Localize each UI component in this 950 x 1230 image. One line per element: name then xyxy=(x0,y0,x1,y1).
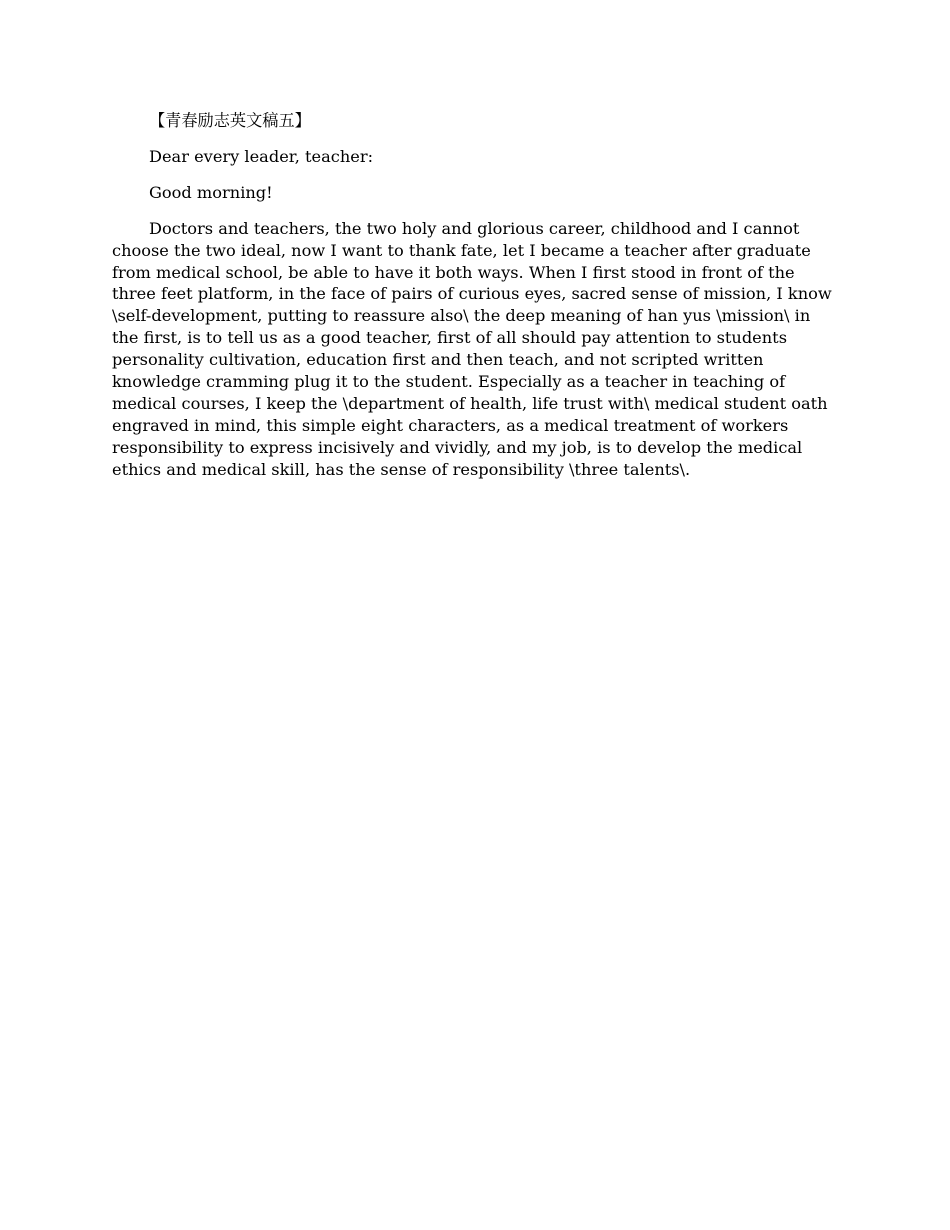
body-paragraph: Doctors and teachers, the two holy and glorious career, childhood and I cannot choose the two ideal, now I want to thank fate, let I became a teacher after graduate from medical school, be able to have it both ways. When I first stood in front of the three feet platform, in the face of pairs of curious eyes, sacred sense of mission, I know \self-development, putting to reassure also\ the deep meaning of han yus \mission\ in the first, is to tell us as a good teacher, first of all should pay attention to students personality cultivation, education first and then teach, and not scripted written knowledge cramming plug it to the student. Especially as a teacher in teaching of medical courses, I keep the \department of health, life trust with\ medical student oath engraved in mind, this simple eight characters, as a medical treatment of workers responsibility to express incisively and vividly, and my job, is to develop the medical ethics and medical skill, has the sense of responsibility \three talents\. xyxy=(112,218,832,479)
greeting-line: Good morning! xyxy=(149,182,273,202)
document-heading: 【青春励志英文稿五】 xyxy=(149,111,311,130)
document-body xyxy=(112,110,838,495)
salutation-line: Dear every leader, teacher: xyxy=(149,146,374,166)
